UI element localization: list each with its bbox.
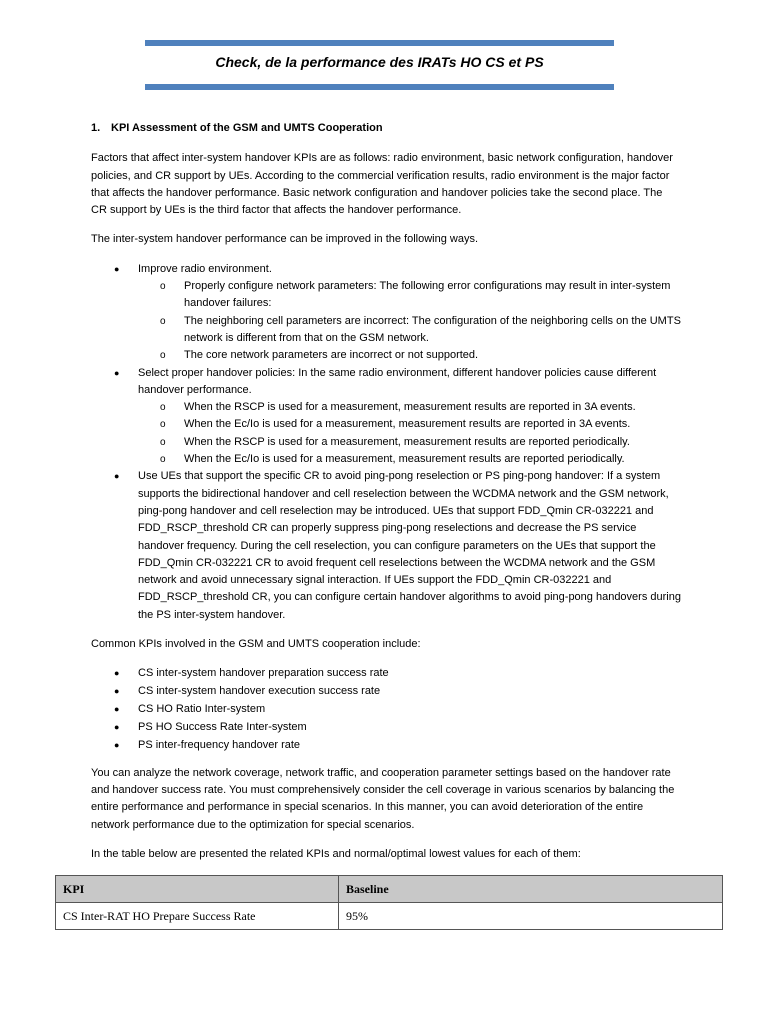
section-number: 1. [91,122,101,134]
section-heading [91,120,681,137]
bullet-icon: ● [114,686,120,697]
sub-list [138,399,681,468]
kpi-list-item-text: PS HO Success Rate Inter-system [138,720,307,733]
paragraph-analysis: You can analyze the network coverage, network traffic, and cooperation parameter settings based on the handover rate and handover success rate. You must comprehensively consider the cell coverage in various scenarios by balancing the entire performance and performance in special scenarios. In this manner, you can avoid deterioration of the entire network performance due to the optimization for special scenarios. [91,766,675,831]
document-body [91,120,681,875]
sub-list-item-text: When the RSCP is used for a measurement, measurement results are reported periodically. [184,435,630,448]
table-header-baseline: Baseline [339,876,723,903]
sub-list-item-text: The neighboring cell parameters are incorrect: The configuration of the neighboring cells on the UMTS network is different from that on the GSM network. [184,314,681,344]
paragraph-improve-ways: The inter-system handover performance can be improved in the following ways. [91,233,479,246]
kpi-list-item [114,737,681,754]
kpi-list-item-text: CS inter-system handover preparation success rate [138,667,389,680]
list-item-text: Use UEs that support the specific CR to avoid ping-pong reselection or PS ping-pong handover: If a system supports the bidirectional handover and cell reselection between the WCDMA network and the GSM network, ping-pong handover and cell reselection may be introduced. UEs that support FDD_Qmin CR-032221 and FDD_RSCP_threshold CR can properly suppress ping-pong reselections and decrease the PS service handover frequency. During the cell reselection, you can configure parameters on the UEs that support the FDD_Qmin CR-032221 CR to avoid frequent cell reselections between the WCDMA network and the GSM network and avoid unnecessary signal interaction. If UEs support the FDD_Qmin CR-032221 and FDD_RSCP_threshold CR, you can configure certain handover algorithms to avoid ping-pong handovers during the PS inter-system handover. [138,470,681,621]
circle-bullet-icon: o [160,350,166,362]
document-title: Check, de la performance des IRATs HO CS et PS [215,54,544,70]
list-item-text: Improve radio environment. [138,262,272,275]
paragraph-factors: Factors that affect inter-system handover KPIs are as follows: radio environment, basic network configuration, handover policies, and CR support by UEs. According to the commercial verification results, radio environment is the major factor that affects the handover performance. Basic network configuration and handover policies take the second place. The CR support by UEs is the third factor that affects the handover performance. [91,152,673,217]
bullet-icon: ● [114,739,120,750]
table-cell-baseline: 95% [339,903,723,930]
title-rule-bottom [145,84,614,90]
paragraph-common-kpis: Common KPIs involved in the GSM and UMTS cooperation include: [91,638,421,651]
circle-bullet-icon: o [160,454,166,466]
circle-bullet-icon: o [160,436,166,448]
circle-bullet-icon: o [160,281,166,293]
title-rule-top [145,40,614,46]
sub-list-item [160,451,681,468]
bullet-icon: ● [114,471,120,482]
paragraph-table-intro: In the table below are presented the related KPIs and normal/optimal lowest values for each of them: [91,847,581,860]
table-cell-kpi: CS Inter-RAT HO Prepare Success Rate [56,903,339,930]
kpi-list-item [114,683,681,700]
kpi-list-item-text: CS inter-system handover execution success rate [138,685,381,698]
bullet-icon: ● [114,668,120,679]
kpi-list [91,665,681,753]
circle-bullet-icon: o [160,315,166,327]
sub-list-item [160,399,681,416]
sub-list-item [160,416,681,433]
bullet-icon: ● [114,263,120,274]
sub-list-item [160,434,681,451]
kpi-list-item [114,665,681,682]
table-header-row [56,876,723,903]
kpi-list-item [114,719,681,736]
sub-list-item [160,278,681,313]
kpi-baseline-table [55,875,723,930]
list-item [114,468,681,624]
bullet-icon: ● [114,703,120,714]
circle-bullet-icon: o [160,419,166,431]
sub-list-item-text: When the Ec/Io is used for a measurement, measurement results are reported periodically. [184,453,625,466]
list-item-text: Select proper handover policies: In the same radio environment, different handover policies cause different handover performance. [138,366,657,396]
list-item [114,261,681,365]
section-heading-text: KPI Assessment of the GSM and UMTS Cooperation [111,122,383,134]
table-header-kpi: KPI [56,876,339,903]
kpi-list-item [114,701,681,718]
sub-list-item [160,313,681,348]
circle-bullet-icon: o [160,402,166,414]
table-row [56,903,723,930]
kpi-list-item-text: PS inter-frequency handover rate [138,738,301,751]
sub-list-item-text: The core network parameters are incorrect or not supported. [184,349,479,362]
improvement-list [91,261,681,624]
sub-list-item-text: Properly configure network parameters: The following error configurations may result in inter-system handover failures: [184,280,671,310]
sub-list-item-text: When the Ec/Io is used for a measurement, measurement results are reported in 3A events. [184,418,631,431]
bullet-icon: ● [114,721,120,732]
sub-list [138,278,681,364]
bullet-icon: ● [114,367,120,378]
sub-list-item-text: When the RSCP is used for a measurement, measurement results are reported in 3A events. [184,401,636,414]
sub-list-item [160,347,681,364]
kpi-list-item-text: CS HO Ratio Inter-system [138,702,266,715]
list-item [114,365,681,469]
